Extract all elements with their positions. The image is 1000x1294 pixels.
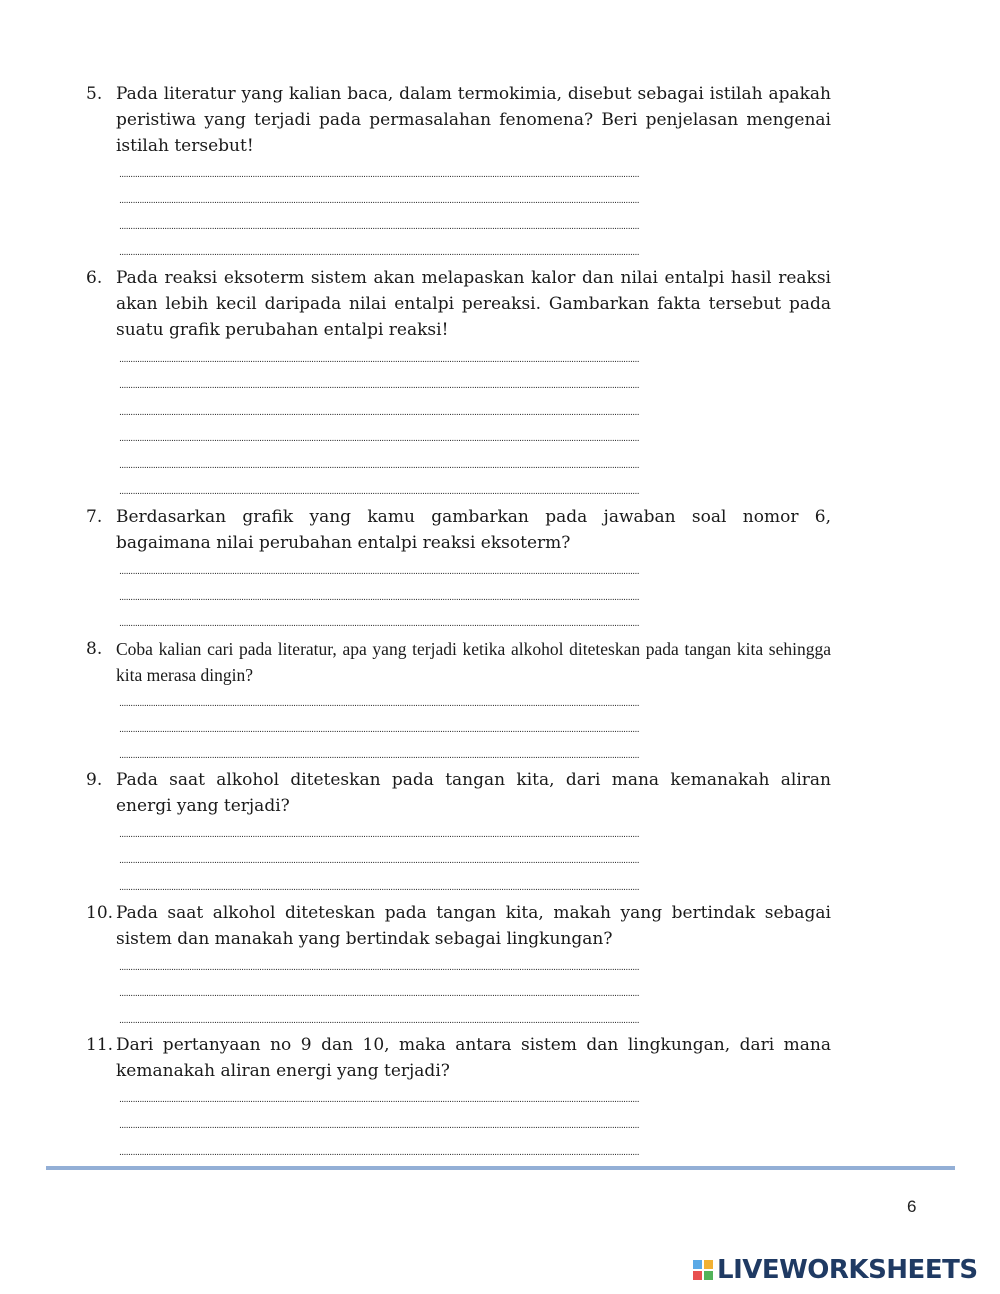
answer-line[interactable]: ...................................................................................................................................................................................................................................... [119, 567, 639, 577]
logo-square [704, 1271, 713, 1280]
question-7 [86, 504, 831, 556]
question-text: Berdasarkan grafik yang kamu gambarkan pada jawaban soal nomor 6, bagaimana nilai perubahan entalpi reaksi eksoterm? [116, 507, 831, 553]
question-text: Pada saat alkohol diteteskan pada tangan kita, makah yang bertindak sebagai sistem dan manakah yang bertindak sebagai lingkungan? [116, 903, 831, 949]
question-number: 11. [86, 1035, 114, 1055]
question-text: Pada saat alkohol diteteskan pada tangan kita, dari mana kemanakah aliran energi yang terjadi? [116, 770, 831, 816]
answer-line[interactable]: ...................................................................................................................................................................................................................................... [119, 963, 639, 973]
logo-text: LIVEWORKSHEETS [717, 1255, 978, 1285]
answer-line[interactable]: ...................................................................................................................................................................................................................................... [119, 461, 639, 471]
answer-line[interactable]: ...................................................................................................................................................................................................................................... [119, 725, 639, 735]
question-9 [86, 767, 831, 819]
answer-line[interactable]: ...................................................................................................................................................................................................................................... [119, 487, 639, 497]
question-number: 5. [86, 84, 103, 104]
question-6 [86, 265, 831, 343]
answer-line[interactable]: ...................................................................................................................................................................................................................................... [119, 1095, 639, 1105]
answer-line[interactable]: ...................................................................................................................................................................................................................................... [119, 196, 639, 206]
question-11 [86, 1032, 831, 1084]
question-text: Coba kalian cari pada literatur, apa yang terjadi ketika alkohol diteteskan pada tangan kita sehingga kita merasa dingin? [116, 639, 831, 685]
answer-line[interactable]: ...................................................................................................................................................................................................................................... [119, 619, 639, 629]
answer-line[interactable]: ...................................................................................................................................................................................................................................... [119, 593, 639, 603]
logo-square [693, 1271, 702, 1280]
answer-line[interactable]: ...................................................................................................................................................................................................................................... [119, 408, 639, 418]
question-text: Dari pertanyaan no 9 dan 10, maka antara sistem dan lingkungan, dari mana kemanakah aliran energi yang terjadi? [116, 1035, 831, 1081]
question-number: 7. [86, 507, 103, 527]
answer-line[interactable]: ...................................................................................................................................................................................................................................... [119, 699, 639, 709]
answer-line[interactable]: ...................................................................................................................................................................................................................................... [119, 856, 639, 866]
answer-line[interactable]: ...................................................................................................................................................................................................................................... [119, 1016, 639, 1026]
answer-line[interactable]: ...................................................................................................................................................................................................................................... [119, 1148, 639, 1158]
answer-line[interactable]: ...................................................................................................................................................................................................................................... [119, 381, 639, 391]
question-number: 9. [86, 770, 103, 790]
question-8 [86, 636, 831, 688]
page-number: 6 [907, 1197, 917, 1216]
answer-line[interactable]: ...................................................................................................................................................................................................................................... [119, 355, 639, 365]
footer-divider [46, 1166, 955, 1170]
answer-line[interactable]: ...................................................................................................................................................................................................................................... [119, 751, 639, 761]
question-10 [86, 900, 831, 952]
question-5 [86, 81, 831, 159]
question-number: 8. [86, 639, 103, 659]
question-text: Pada reaksi eksoterm sistem akan melapaskan kalor dan nilai entalpi hasil reaksi akan lebih kecil daripada nilai entalpi pereaksi. Gambarkan fakta tersebut pada suatu grafik perubahan entalpi reaksi! [116, 268, 831, 340]
liveworksheets-logo[interactable] [693, 1256, 978, 1284]
answer-line[interactable]: ...................................................................................................................................................................................................................................... [119, 222, 639, 232]
answer-line[interactable]: ...................................................................................................................................................................................................................................... [119, 434, 639, 444]
answer-line[interactable]: ...................................................................................................................................................................................................................................... [119, 248, 639, 258]
question-number: 6. [86, 268, 103, 288]
answer-line[interactable]: ...................................................................................................................................................................................................................................... [119, 170, 639, 180]
answer-line[interactable]: ...................................................................................................................................................................................................................................... [119, 989, 639, 999]
answer-line[interactable]: ...................................................................................................................................................................................................................................... [119, 1121, 639, 1131]
logo-square [704, 1260, 713, 1269]
logo-grid-icon [693, 1260, 713, 1280]
answer-line[interactable]: ...................................................................................................................................................................................................................................... [119, 830, 639, 840]
answer-line[interactable]: ...................................................................................................................................................................................................................................... [119, 883, 639, 893]
question-number: 10. [86, 903, 114, 923]
question-text: Pada literatur yang kalian baca, dalam termokimia, disebut sebagai istilah apakah peristiwa yang terjadi pada permasalahan fenomena? Beri penjelasan mengenai istilah tersebut! [116, 84, 831, 156]
logo-square [693, 1260, 702, 1269]
